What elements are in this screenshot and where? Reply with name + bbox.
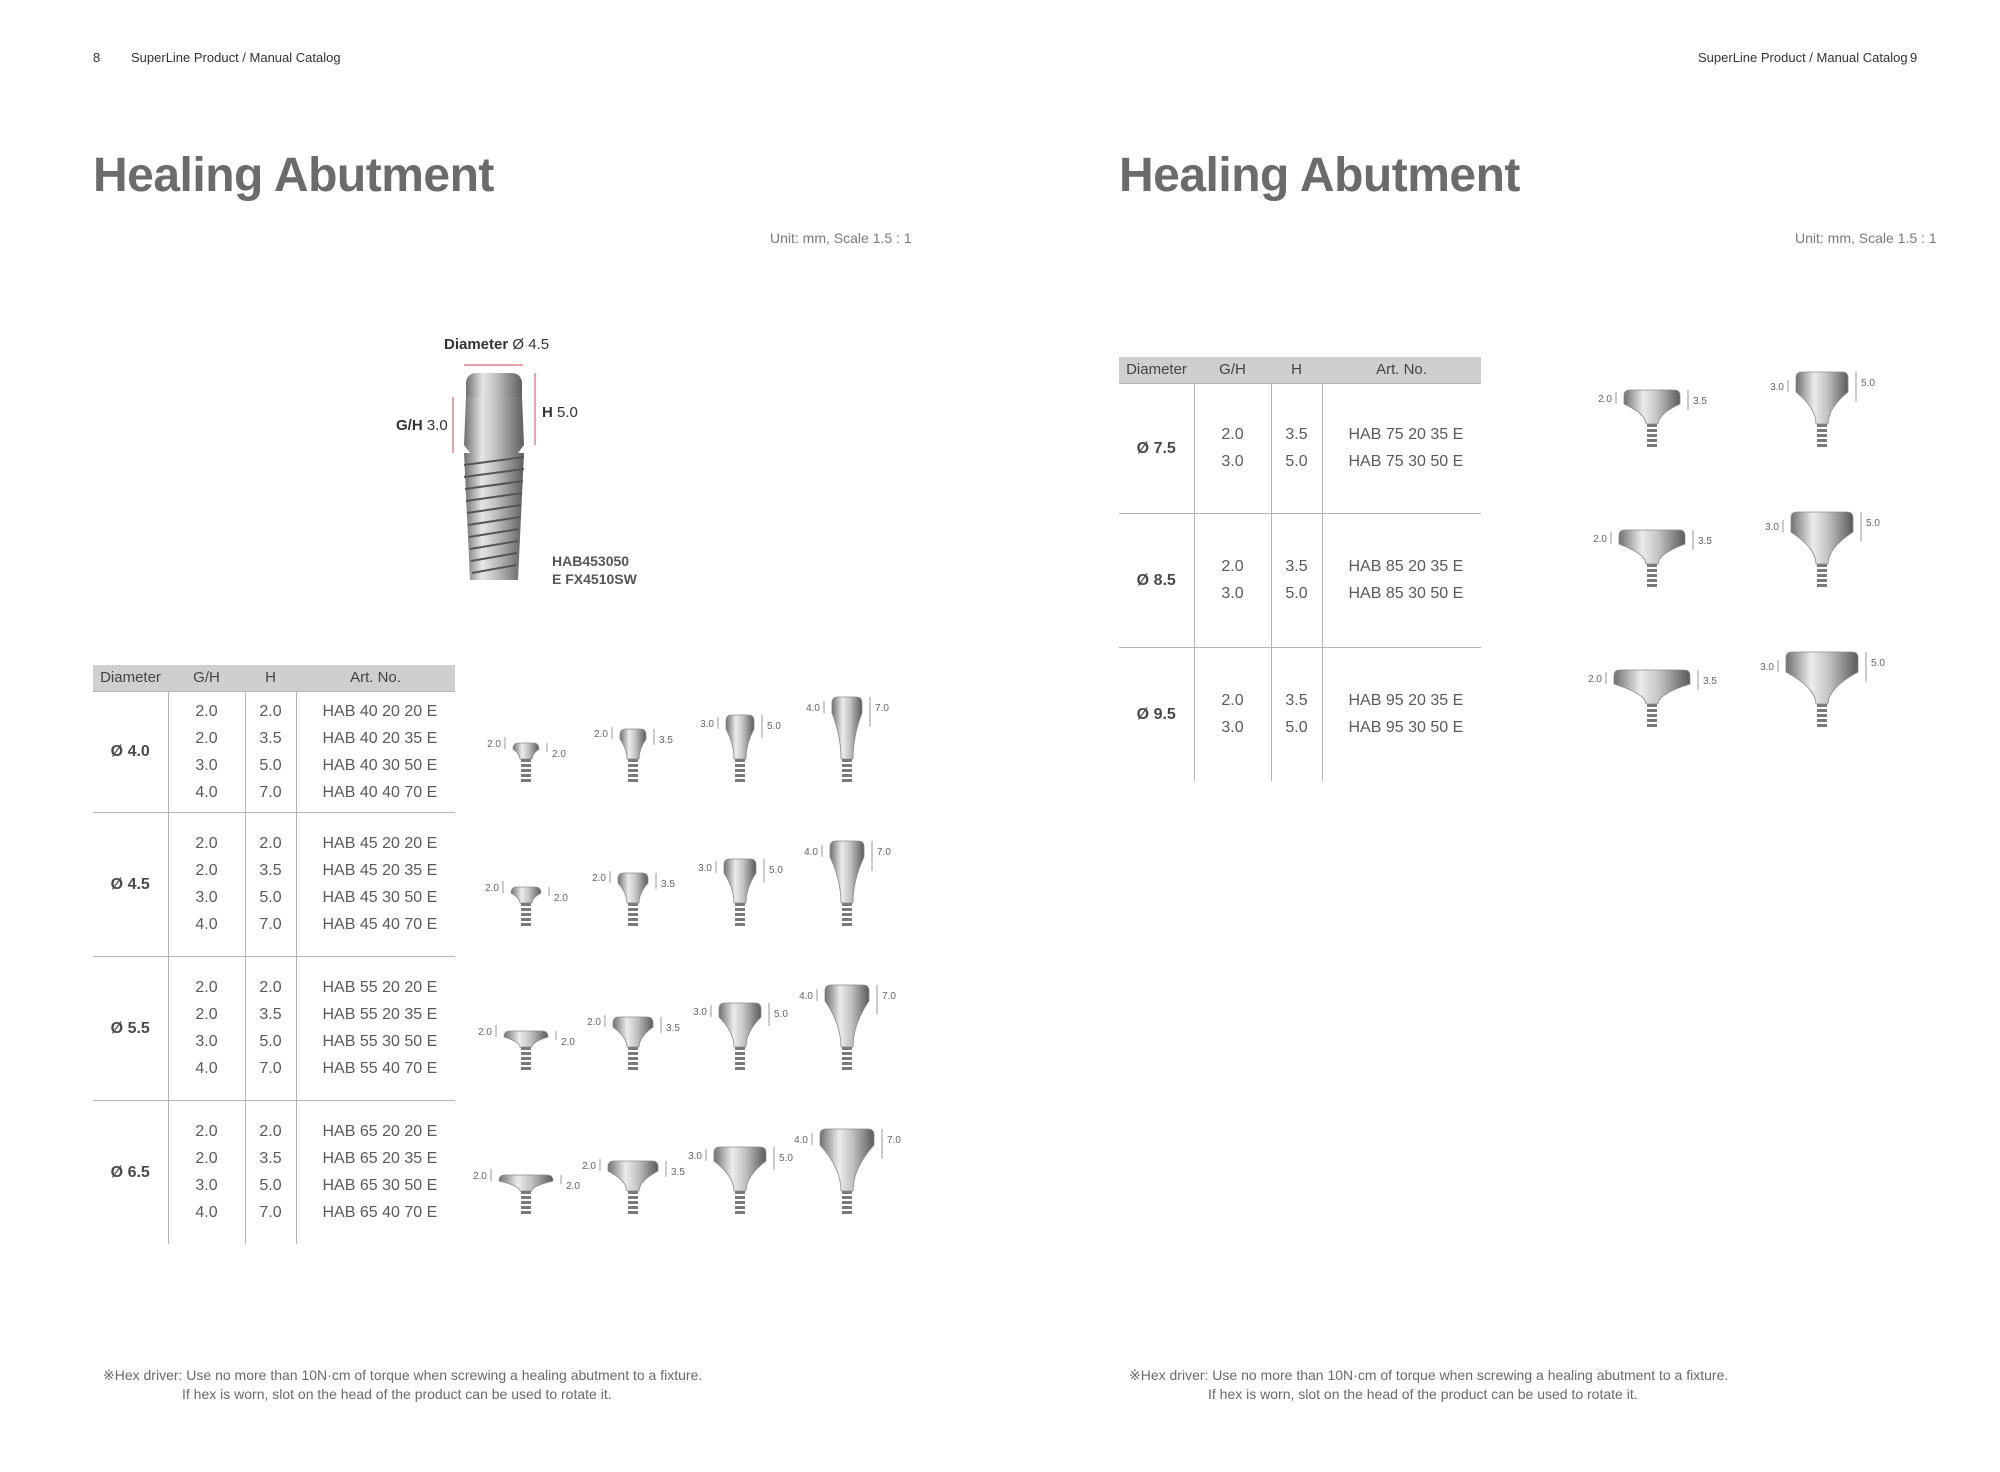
spec-table-small — [93, 665, 455, 1244]
torque-note — [1129, 1366, 1728, 1404]
col-header-art-no: Art. No. — [1322, 357, 1481, 383]
healing-abutment-image — [799, 985, 896, 1070]
h-dimension-label: 7.0 — [882, 991, 896, 1002]
gh-dimension-label: 4.0 — [804, 847, 818, 858]
h-dimension-label: 2.0 — [566, 1181, 580, 1192]
gh-dimension-label: 2.0 — [592, 873, 606, 884]
h-dimension-label: 7.0 — [877, 847, 891, 858]
healing-abutment-image — [582, 1159, 685, 1214]
healing-abutment-image — [1760, 652, 1885, 727]
healing-abutment-image — [478, 1025, 575, 1070]
healing-abutment-image — [587, 1015, 680, 1070]
healing-abutment-image — [693, 1003, 788, 1070]
gh-value: 3.0 — [426, 417, 448, 434]
col-header-gh: G/H — [168, 665, 245, 691]
col-header-diameter: Diameter — [93, 665, 168, 691]
gh-dimension-label: 4.0 — [794, 1135, 808, 1146]
col-header-h: H — [245, 665, 296, 691]
healing-abutment-image — [698, 859, 783, 926]
note-line-2: If hex is worn, slot on the head of the product can be used to rotate it. — [182, 1386, 612, 1402]
h-dimension-label: 2.0 — [554, 893, 568, 904]
gh-dimension-label: 4.0 — [806, 703, 820, 714]
healing-abutment-image — [485, 881, 568, 926]
art-no-cell: HAB 75 20 35 E HAB 75 30 50 E — [1322, 383, 1481, 513]
catalog-page-9 — [1000, 0, 2000, 1472]
diameter-cell: Ø 9.5 — [1119, 647, 1194, 781]
gh-dimension-label: 2.0 — [485, 883, 499, 894]
product-image-grid — [473, 665, 910, 1230]
art-no-cell: HAB 65 20 20 E HAB 65 20 35 E HAB 65 30 50 E HAB 65 40 70 E — [296, 1100, 455, 1244]
healing-abutment-diagram — [380, 325, 680, 595]
svg-text:H 5.0 — [542, 404, 578, 421]
h-dimension-label: 5.0 — [1871, 658, 1885, 669]
col-header-diameter: Diameter — [1119, 357, 1194, 383]
spec-table-large — [1119, 357, 1481, 781]
healing-abutment-image — [700, 715, 781, 782]
table-row — [1119, 647, 1481, 781]
h-dimension-label: 5.0 — [767, 721, 781, 732]
product-code-2: E FX4510SW — [552, 571, 637, 587]
gh-dimension-label: 3.0 — [1760, 662, 1774, 673]
gh-dimension-label: 2.0 — [478, 1027, 492, 1038]
healing-abutment-image — [473, 1169, 580, 1214]
gh-dimension-label: 2.0 — [1588, 674, 1602, 685]
h-dimension-label: 2.0 — [552, 749, 566, 760]
gh-dimension-label: 3.0 — [688, 1151, 702, 1162]
svg-text:G/H 3.0 — [396, 417, 448, 434]
table-row — [93, 691, 455, 812]
healing-abutment-image — [594, 727, 673, 782]
gh-cell: 2.0 2.0 3.0 4.0 — [168, 691, 245, 812]
art-no-cell: HAB 95 20 35 E HAB 95 30 50 E — [1322, 647, 1481, 781]
h-dimension-label: 3.5 — [1703, 676, 1717, 687]
gh-dimension-label: 2.0 — [594, 729, 608, 740]
h-label: H — [542, 404, 553, 421]
svg-text:Diameter Ø 4.5 — [444, 336, 549, 353]
art-no-cell: HAB 45 20 20 E HAB 45 20 35 E HAB 45 30 50 E HAB 45 40 70 E — [296, 812, 455, 956]
diameter-cell: Ø 5.5 — [93, 956, 168, 1100]
healing-abutment-image — [592, 871, 675, 926]
gh-dimension-label: 3.0 — [1765, 522, 1779, 533]
unit-scale-note: Unit: mm, Scale 1.5 : 1 — [1795, 230, 1937, 246]
healing-abutment-image — [688, 1147, 793, 1214]
h-cell: 3.5 5.0 — [1271, 383, 1322, 513]
h-dimension-label: 5.0 — [769, 865, 783, 876]
col-header-gh: G/H — [1194, 357, 1271, 383]
gh-cell: 2.0 3.0 — [1194, 513, 1271, 647]
h-cell: 2.0 3.5 5.0 7.0 — [245, 956, 296, 1100]
table-row — [93, 1100, 455, 1244]
h-dimension-label: 2.0 — [561, 1037, 575, 1048]
note-line-2: If hex is worn, slot on the head of the product can be used to rotate it. — [1208, 1386, 1638, 1402]
col-header-art-no: Art. No. — [296, 665, 455, 691]
gh-cell: 2.0 3.0 — [1194, 383, 1271, 513]
gh-label: G/H — [396, 417, 423, 434]
gh-dimension-label: 2.0 — [473, 1171, 487, 1182]
h-cell: 2.0 3.5 5.0 7.0 — [245, 1100, 296, 1244]
h-dimension-label: 5.0 — [779, 1153, 793, 1164]
h-dimension-label: 7.0 — [875, 703, 889, 714]
gh-cell: 2.0 3.0 — [1194, 647, 1271, 781]
h-dimension-label: 5.0 — [1861, 378, 1875, 389]
h-dimension-label: 3.5 — [1693, 396, 1707, 407]
healing-abutment-image — [1588, 670, 1717, 727]
note-line-1: ※Hex driver: Use no more than 10N·cm of torque when screwing a healing abutment to a fixture. — [103, 1367, 703, 1383]
page-number: 8 — [93, 50, 101, 65]
gh-dimension-label: 4.0 — [799, 991, 813, 1002]
gh-dimension-label: 3.0 — [693, 1007, 707, 1018]
note-line-1: ※Hex driver: Use no more than 10N·cm of torque when screwing a healing abutment to a fixture. — [1129, 1367, 1729, 1383]
healing-abutment-image — [1770, 372, 1875, 447]
diameter-label: Diameter — [444, 336, 509, 353]
running-header: SuperLine Product / Manual Catalog — [1698, 50, 1908, 65]
gh-dimension-label: 2.0 — [582, 1161, 596, 1172]
diameter-cell: Ø 4.5 — [93, 812, 168, 956]
table-row — [93, 812, 455, 956]
h-cell: 3.5 5.0 — [1271, 513, 1322, 647]
h-dimension-label: 3.5 — [659, 735, 673, 746]
diameter-value: Ø 4.5 — [512, 336, 550, 353]
torque-note — [103, 1366, 702, 1404]
h-dimension-label: 5.0 — [1866, 518, 1880, 529]
gh-dimension-label: 2.0 — [1593, 534, 1607, 545]
unit-scale-note: Unit: mm, Scale 1.5 : 1 — [770, 230, 912, 246]
gh-dimension-label: 2.0 — [1598, 394, 1612, 405]
h-dimension-label: 3.5 — [661, 879, 675, 890]
gh-dimension-label: 3.0 — [1770, 382, 1784, 393]
gh-cell: 2.0 2.0 3.0 4.0 — [168, 812, 245, 956]
art-no-cell: HAB 85 20 35 E HAB 85 30 50 E — [1322, 513, 1481, 647]
diameter-cell: Ø 6.5 — [93, 1100, 168, 1244]
healing-abutment-image — [1593, 530, 1712, 587]
art-no-cell: HAB 55 20 20 E HAB 55 20 35 E HAB 55 30 50 E HAB 55 40 70 E — [296, 956, 455, 1100]
page-title: Healing Abutment — [93, 149, 494, 202]
table-row — [1119, 383, 1481, 513]
page-number: 9 — [1910, 50, 1918, 65]
healing-abutment-image — [794, 1129, 901, 1214]
h-cell: 2.0 3.5 5.0 7.0 — [245, 691, 296, 812]
healing-abutment-image — [487, 737, 566, 782]
diameter-cell: Ø 7.5 — [1119, 383, 1194, 513]
gh-cell: 2.0 2.0 3.0 4.0 — [168, 1100, 245, 1244]
h-dimension-label: 7.0 — [887, 1135, 901, 1146]
gh-dimension-label: 3.0 — [698, 863, 712, 874]
table-row — [93, 956, 455, 1100]
product-image-grid — [1580, 350, 1920, 750]
table-row — [1119, 513, 1481, 647]
col-header-h: H — [1271, 357, 1322, 383]
healing-abutment-image — [1765, 512, 1880, 587]
h-dimension-label: 3.5 — [671, 1167, 685, 1178]
running-header: SuperLine Product / Manual Catalog — [131, 50, 341, 65]
h-value: 5.0 — [557, 404, 578, 421]
art-no-cell: HAB 40 20 20 E HAB 40 20 35 E HAB 40 30 50 E HAB 40 40 70 E — [296, 691, 455, 812]
healing-abutment-image — [1598, 390, 1707, 447]
h-dimension-label: 5.0 — [774, 1009, 788, 1020]
h-dimension-label: 3.5 — [1698, 536, 1712, 547]
gh-dimension-label: 3.0 — [700, 719, 714, 730]
healing-abutment-image — [804, 841, 891, 926]
healing-abutment-image — [806, 697, 889, 782]
gh-cell: 2.0 2.0 3.0 4.0 — [168, 956, 245, 1100]
h-cell: 2.0 3.5 5.0 7.0 — [245, 812, 296, 956]
gh-dimension-label: 2.0 — [487, 739, 501, 750]
h-cell: 3.5 5.0 — [1271, 647, 1322, 781]
diameter-cell: Ø 8.5 — [1119, 513, 1194, 647]
diameter-cell: Ø 4.0 — [93, 691, 168, 812]
h-dimension-label: 3.5 — [666, 1023, 680, 1034]
gh-dimension-label: 2.0 — [587, 1017, 601, 1028]
product-code-1: HAB453050 — [552, 553, 630, 569]
page-title: Healing Abutment — [1119, 149, 1520, 202]
